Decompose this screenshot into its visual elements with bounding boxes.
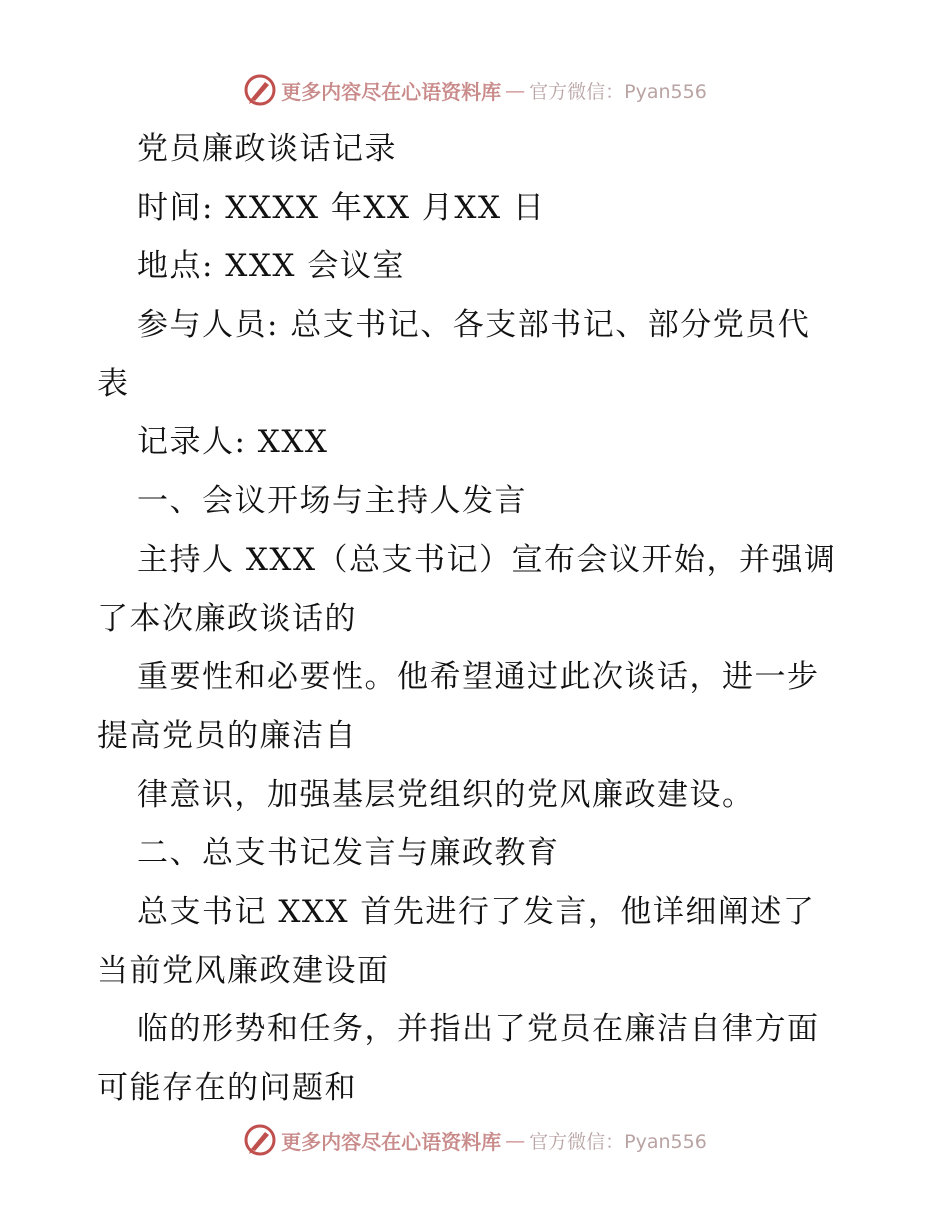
doc-location: 地点: XXX 会议室 <box>137 248 405 285</box>
paragraph-line: 重要性和必要性。他希望通过此次谈话，进一步 <box>137 659 820 696</box>
header-watermark <box>0 70 950 110</box>
paragraph-line: 当前党风廉政建设面 <box>97 952 390 989</box>
paragraph-line: 主持人 XXX（总支书记）宣布会议开始，并强调 <box>137 541 837 578</box>
paragraph-line: 总支书记 XXX 首先进行了发言，他详细阐述了 <box>137 893 816 930</box>
pen-logo-icon <box>243 73 277 107</box>
section-heading-1: 一、会议开场与主持人发言 <box>137 483 527 520</box>
watermark-wechat: 官方微信：Pyan556 <box>529 1130 707 1153</box>
doc-time: 时间: XXXX 年XX 月XX 日 <box>137 189 546 226</box>
paragraph-line: 可能存在的问题和 <box>97 1070 357 1106</box>
pen-logo-icon <box>243 1123 277 1157</box>
footer-watermark <box>0 1120 950 1160</box>
watermark-dash: — <box>505 1128 526 1152</box>
doc-recorder: 记录人: XXX <box>137 424 329 461</box>
paragraph-line: 提高党员的廉洁自 <box>97 717 357 754</box>
paragraph-line: 了本次廉政谈话的 <box>97 600 357 637</box>
paragraph-line: 律意识，加强基层党组织的党风廉政建设。 <box>137 776 755 813</box>
section-heading-2: 二、总支书记发言与廉政教育 <box>137 835 560 872</box>
doc-participants-cont: 表 <box>97 365 130 402</box>
watermark-text: 更多内容尽在心语资料库 <box>281 79 502 104</box>
doc-title: 党员廉政谈话记录 <box>137 131 397 167</box>
watermark-dash: — <box>505 78 526 102</box>
doc-participants: 参与人员: 总支书记、各支部书记、部分党员代 <box>137 307 811 344</box>
watermark-text: 更多内容尽在心语资料库 <box>281 1129 502 1154</box>
paragraph-line: 临的形势和任务，并指出了党员在廉洁自律方面 <box>137 1011 820 1048</box>
watermark-wechat: 官方微信：Pyan556 <box>529 80 707 103</box>
document-body <box>97 120 857 1118</box>
